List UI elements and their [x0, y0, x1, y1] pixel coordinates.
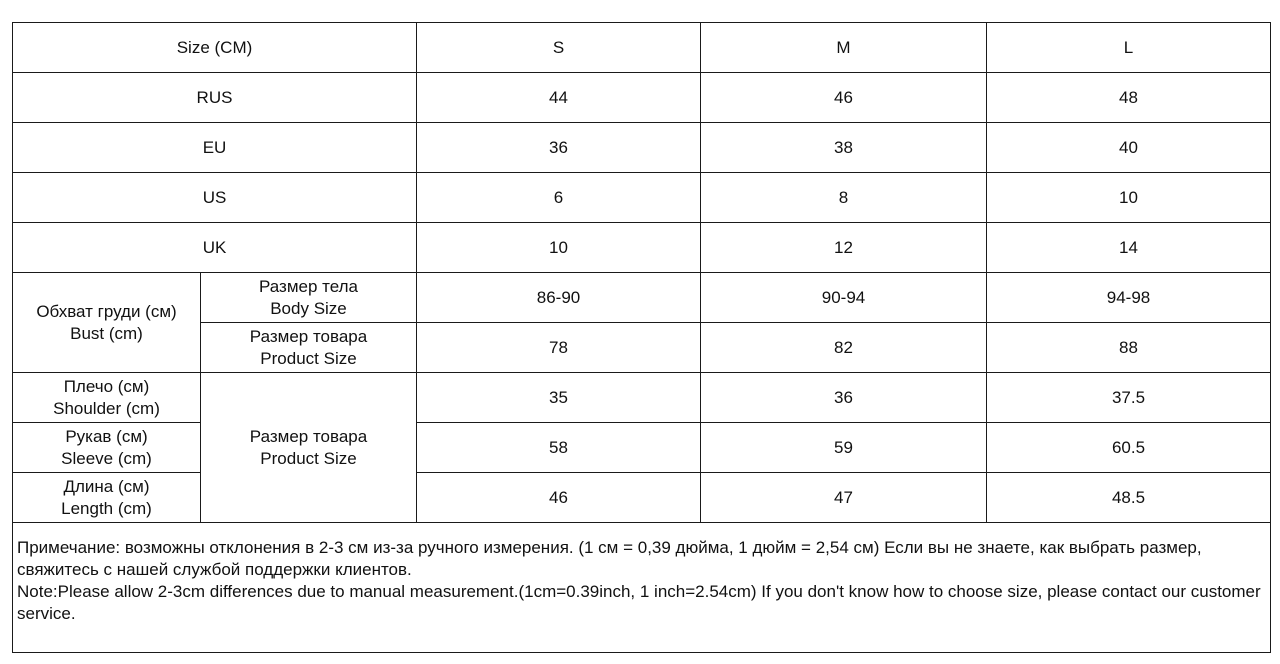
- table-cell: 47: [701, 473, 987, 523]
- table-cell: 88: [987, 323, 1271, 373]
- row-label-rus: RUS: [13, 73, 417, 123]
- table-cell: 10: [417, 223, 701, 273]
- bust-product-size-label-ru: Размер товара: [249, 326, 368, 346]
- table-cell: 82: [701, 323, 987, 373]
- table-cell: 48: [987, 73, 1271, 123]
- row-label-eu: EU: [13, 123, 417, 173]
- table-cell: 10: [987, 173, 1271, 223]
- table-row: [13, 273, 1271, 323]
- note-text-ru: Примечание: возможны отклонения в 2-3 см из-за ручного измерения. (1 см = 0,39 дюйма, 1 дюйм = 2,54 см) Если вы не знаете, как выбрать размер, свяжитесь с нашей службой поддержки клиентов.: [17, 538, 1202, 579]
- table-cell: 86-90: [417, 273, 701, 323]
- sleeve-label-ru: Рукав (см): [65, 426, 148, 446]
- table-cell: 44: [417, 73, 701, 123]
- table-cell: 46: [701, 73, 987, 123]
- table-cell: 60.5: [987, 423, 1271, 473]
- header-row: [13, 23, 1271, 73]
- table-cell: 8: [701, 173, 987, 223]
- bust-label: [13, 273, 201, 373]
- size-header-m: M: [701, 23, 987, 73]
- table-cell: 36: [417, 123, 701, 173]
- table-row: [13, 173, 1271, 223]
- note-cell: [13, 523, 1271, 653]
- table-cell: 48.5: [987, 473, 1271, 523]
- bust-label-en: Bust (cm): [70, 323, 143, 343]
- table-row: [13, 73, 1271, 123]
- table-row: [13, 373, 1271, 423]
- bust-product-size-label-en: Product Size: [260, 348, 357, 368]
- product-size-group-label-en: Product Size: [260, 448, 357, 468]
- table-cell: 35: [417, 373, 701, 423]
- shoulder-label-en: Shoulder (cm): [53, 398, 160, 418]
- table-cell: 94-98: [987, 273, 1271, 323]
- note-text-en: Note:Please allow 2-3cm differences due to manual measurement.(1cm=0.39inch, 1 inch=2.54cm) If you don't know how to choose size, please contact our customer service.: [17, 582, 1261, 623]
- length-label-en: Length (cm): [61, 498, 152, 518]
- product-size-group-label-ru: Размер товара: [249, 426, 368, 446]
- row-label-uk: UK: [13, 223, 417, 273]
- sleeve-label: [13, 423, 201, 473]
- table-cell: 40: [987, 123, 1271, 173]
- size-header-s: S: [417, 23, 701, 73]
- table-cell: 90-94: [701, 273, 987, 323]
- table-row: [13, 323, 1271, 373]
- body-size-label-en: Body Size: [270, 298, 347, 318]
- table-cell: 38: [701, 123, 987, 173]
- shoulder-label: [13, 373, 201, 423]
- table-cell: 36: [701, 373, 987, 423]
- table-cell: 46: [417, 473, 701, 523]
- bust-product-size-label: [201, 323, 417, 373]
- table-cell: 58: [417, 423, 701, 473]
- row-label-us: US: [13, 173, 417, 223]
- note-row: [13, 523, 1271, 653]
- product-size-group-label: [201, 373, 417, 523]
- sleeve-label-en: Sleeve (cm): [61, 448, 152, 468]
- size-chart-table: [12, 22, 1271, 653]
- size-label-header: Size (CM): [13, 23, 417, 73]
- body-size-label-ru: Размер тела: [258, 276, 358, 296]
- table-row: [13, 223, 1271, 273]
- size-header-l: L: [987, 23, 1271, 73]
- table-row: [13, 123, 1271, 173]
- length-label-ru: Длина (см): [63, 476, 150, 496]
- length-label: [13, 473, 201, 523]
- bust-label-ru: Обхват груди (см): [36, 301, 177, 321]
- table-cell: 78: [417, 323, 701, 373]
- table-cell: 37.5: [987, 373, 1271, 423]
- shoulder-label-ru: Плечо (см): [63, 376, 150, 396]
- table-cell: 14: [987, 223, 1271, 273]
- table-cell: 6: [417, 173, 701, 223]
- table-cell: 12: [701, 223, 987, 273]
- table-cell: 59: [701, 423, 987, 473]
- body-size-label: [201, 273, 417, 323]
